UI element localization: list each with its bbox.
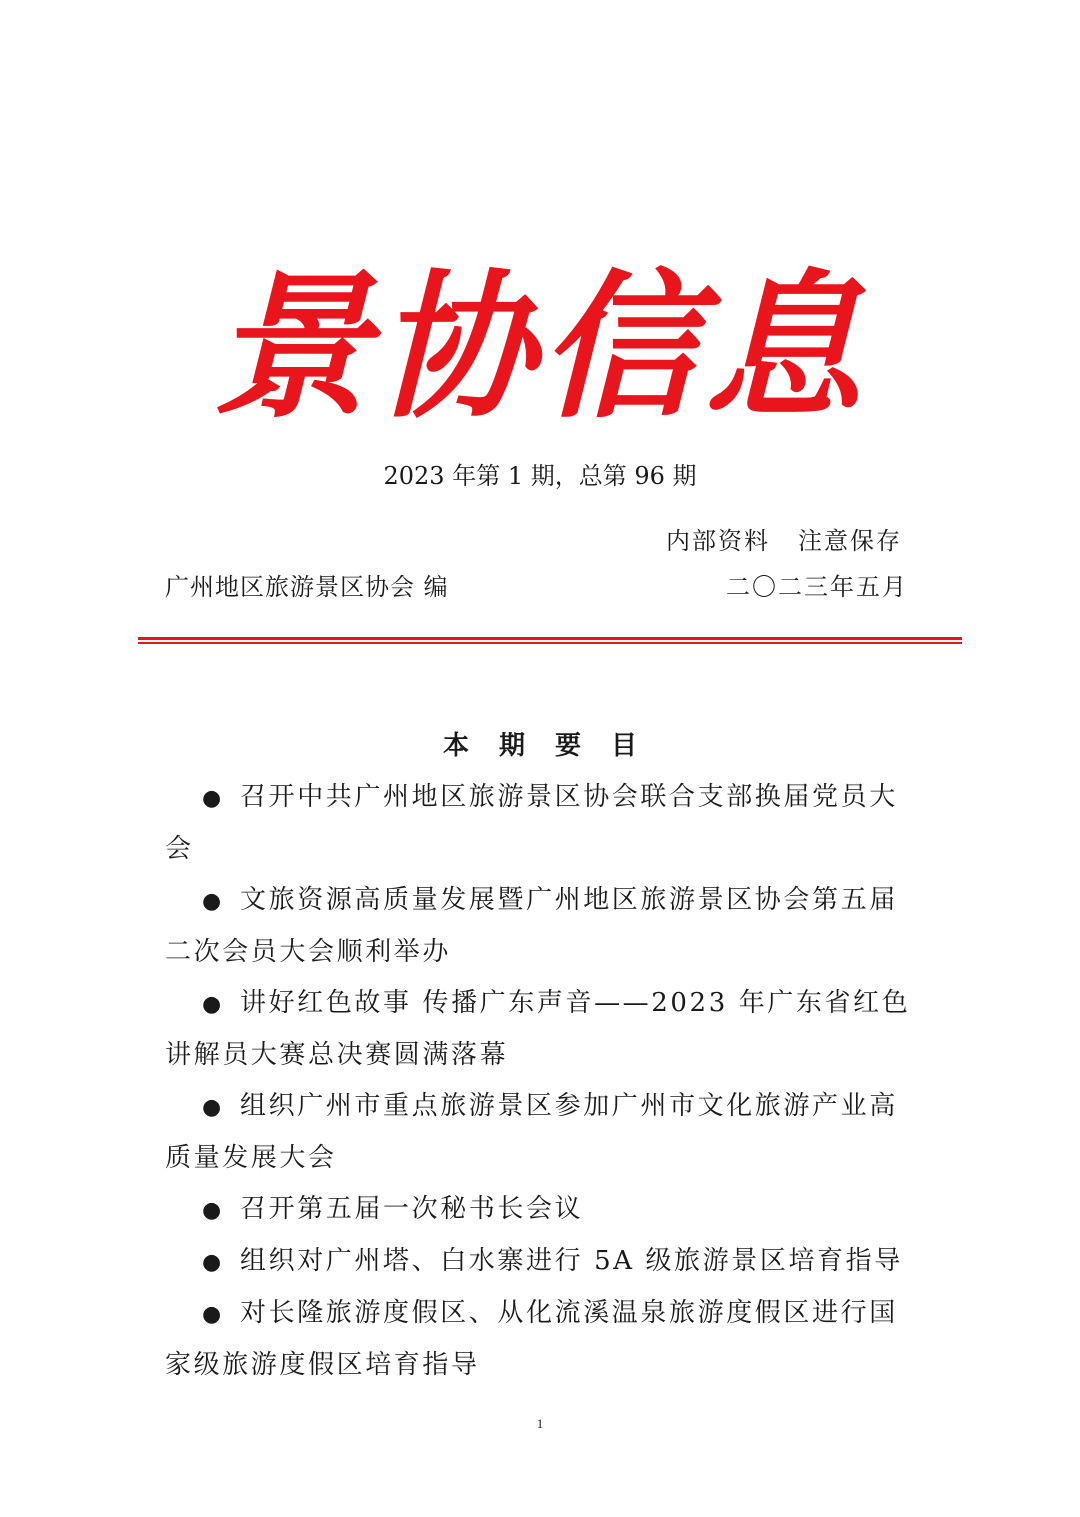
toc-item-text: 文旅资源高质量发展暨广州地区旅游景区协会第五届二次会员大会顺利举办 [165, 885, 898, 967]
bullet-icon: ● [202, 889, 222, 914]
toc-item [165, 1288, 920, 1391]
toc-item-text: 召开中共广州地区旅游景区协会联合支部换届党员大会 [165, 782, 898, 864]
toc-item [165, 1236, 920, 1288]
red-divider-thick [138, 637, 962, 640]
toc-item [165, 772, 920, 875]
page-number: 1 [536, 1416, 544, 1431]
toc-item [165, 1081, 920, 1184]
toc-item [165, 1184, 920, 1236]
bullet-icon: ● [202, 1250, 222, 1275]
internal-notice [666, 523, 902, 559]
red-divider [138, 637, 962, 644]
toc-item [165, 875, 920, 978]
toc-item-text: 对长隆旅游度假区、从化流溪温泉旅游度假区进行国家级旅游度假区培育指导 [165, 1298, 898, 1380]
toc-item-text: 召开第五届一次秘书长会议 [240, 1194, 584, 1224]
bullet-icon: ● [202, 1198, 222, 1223]
toc-item-text: 讲好红色故事 传播广东声音——2023 年广东省红色讲解员大赛总决赛圆满落幕 [165, 988, 911, 1070]
editor-line: 广州地区旅游景区协会 编 [165, 573, 449, 601]
bullet-icon: ● [202, 786, 222, 811]
internal-label: 内部资料 [666, 527, 770, 555]
bullet-icon: ● [202, 1302, 222, 1327]
toc-title: 本期要目 [442, 731, 667, 761]
toc-item [165, 978, 920, 1081]
bullet-icon: ● [202, 1095, 222, 1120]
issue-line: 2023 年第 1 期，总第 96 期 [383, 462, 697, 490]
keep-notice: 注意保存 [798, 527, 902, 555]
bullet-icon: ● [202, 992, 222, 1017]
toc-item-text: 组织广州市重点旅游景区参加广州市文化旅游产业高质量发展大会 [165, 1091, 898, 1173]
masthead-title: 景协信息 [212, 255, 868, 440]
toc-list [165, 772, 920, 1391]
publish-date: 二〇二三年五月 [726, 573, 908, 601]
red-divider-thin [138, 642, 962, 644]
toc-item-text: 组织对广州塔、白水寨进行 5A 级旅游景区培育指导 [240, 1246, 903, 1276]
